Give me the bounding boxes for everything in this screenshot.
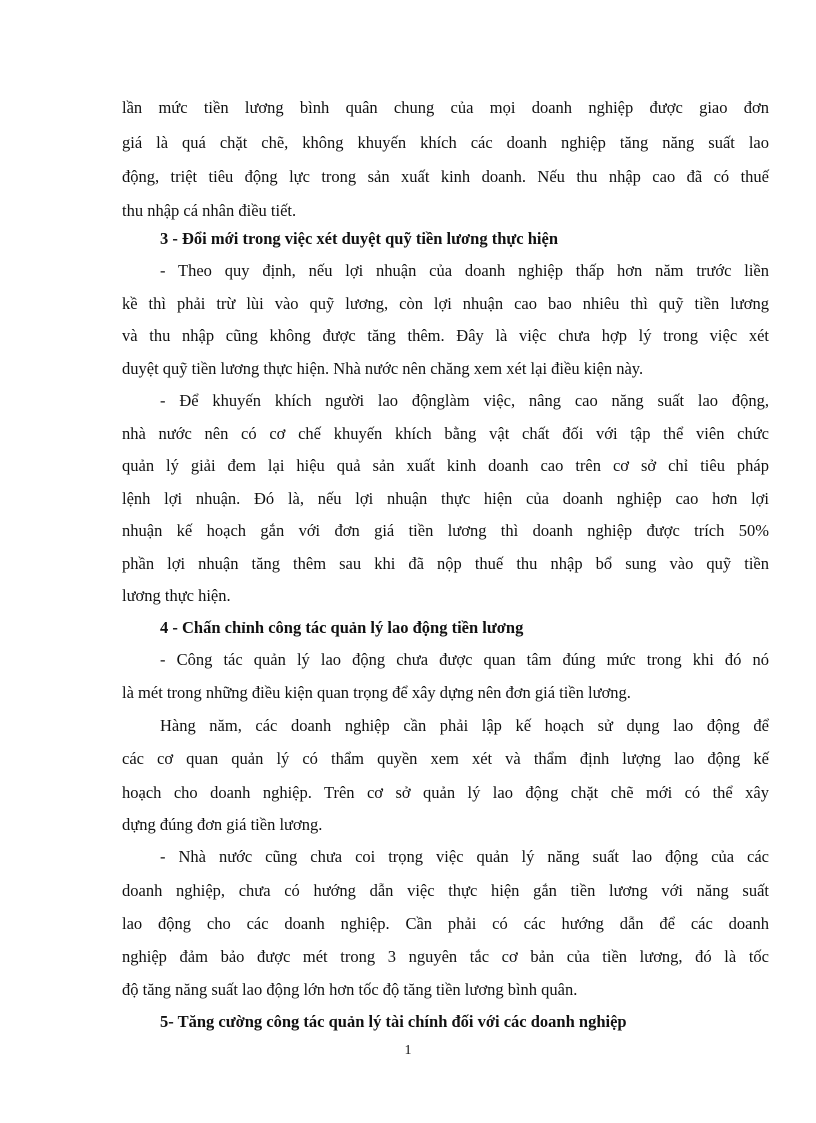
paragraph-line: - Để khuyến khích người lao độnglàm việc, nâng cao năng suất lao động,: [160, 391, 769, 410]
paragraph-line: phần lợi nhuận tăng thêm sau khi đã nộp thuế thu nhập bổ sung vào quỹ tiền: [122, 554, 769, 573]
paragraph-line: và thu nhập cũng không được tăng thêm. Đây là việc chưa hợp lý trong việc xét: [122, 326, 769, 345]
paragraph-line: Hàng năm, các doanh nghiệp cần phải lập kế hoạch sử dụng lao động để: [160, 716, 769, 735]
paragraph-line: nghiệp đảm bảo được mét trong 3 nguyên tắc cơ bản của tiền lương, đó là tốc: [122, 947, 769, 966]
paragraph-line: duyệt quỹ tiền lương thực hiện. Nhà nước nên chăng xem xét lại điều kiện này.: [122, 359, 644, 378]
paragraph-line: các cơ quan quản lý có thẩm quyền xem xét và thẩm định lượng lao động kế: [122, 749, 769, 768]
paragraph-line: nhà nước nên có cơ chế khuyến khích bằng vật chất đối với tập thể viên chức: [122, 424, 769, 443]
paragraph-line: kề thì phải trừ lùi vào quỹ lương, còn lợi nhuận cao bao nhiêu thì quỹ tiền lương: [122, 294, 769, 313]
section-heading-3: 3 - Đổi mới trong việc xét duyệt quỹ tiền lương thực hiện: [160, 229, 559, 248]
paragraph-line: dựng đúng đơn giá tiền lương.: [122, 815, 323, 834]
section-heading-5: 5- Tăng cường công tác quản lý tài chính đối với các doanh nghiệp: [160, 1012, 627, 1031]
paragraph-line: - Nhà nước cũng chưa coi trọng việc quản lý năng suất lao động của các: [160, 847, 769, 866]
paragraph-line: lương thực hiện.: [122, 586, 231, 605]
paragraph-line: là mét trong những điều kiện quan trọng để xây dựng nên đơn giá tiền lương.: [122, 683, 631, 702]
paragraph-line: thu nhập cá nhân điều tiết.: [122, 201, 297, 220]
paragraph-line: lần mức tiền lương bình quân chung của mọi doanh nghiệp được giao đơn: [122, 98, 769, 117]
paragraph-line: - Theo quy định, nếu lợi nhuận của doanh nghiệp thấp hơn năm trước liền: [160, 261, 769, 280]
paragraph-line: động, triệt tiêu động lực trong sản xuất kinh doanh. Nếu thu nhập cao đã có thuế: [122, 167, 769, 186]
paragraph-line: hoạch cho doanh nghiệp. Trên cơ sở quản lý lao động chặt chẽ mới có thể xây: [122, 783, 769, 802]
paragraph-line: quản lý giải đem lại hiệu quả sản xuất kinh doanh cao trên cơ sở chỉ tiêu pháp: [122, 456, 769, 475]
paragraph-line: độ tăng năng suất lao động lớn hơn tốc độ tăng tiền lương bình quân.: [122, 980, 578, 999]
paragraph-line: lao động cho các doanh nghiệp. Cần phải có các hướng dẫn để các doanh: [122, 914, 769, 933]
section-heading-4: 4 - Chấn chỉnh công tác quản lý lao động tiền lương: [160, 618, 524, 637]
paragraph-line: nhuận kế hoạch gắn với đơn giá tiền lương thì doanh nghiệp được trích 50%: [122, 521, 769, 540]
paragraph-line: doanh nghiệp, chưa có hướng dẫn việc thực hiện gắn tiền lương với năng suất: [122, 881, 769, 900]
paragraph-line: lệnh lợi nhuận. Đó là, nếu lợi nhuận thực hiện của doanh nghiệp cao hơn lợi: [122, 489, 769, 508]
paragraph-line: - Công tác quản lý lao động chưa được quan tâm đúng mức trong khi đó nó: [160, 650, 769, 669]
paragraph-line: giá là quá chặt chẽ, không khuyến khích các doanh nghiệp tăng năng suất lao: [122, 133, 769, 152]
page-number: 1: [404, 1043, 412, 1058]
